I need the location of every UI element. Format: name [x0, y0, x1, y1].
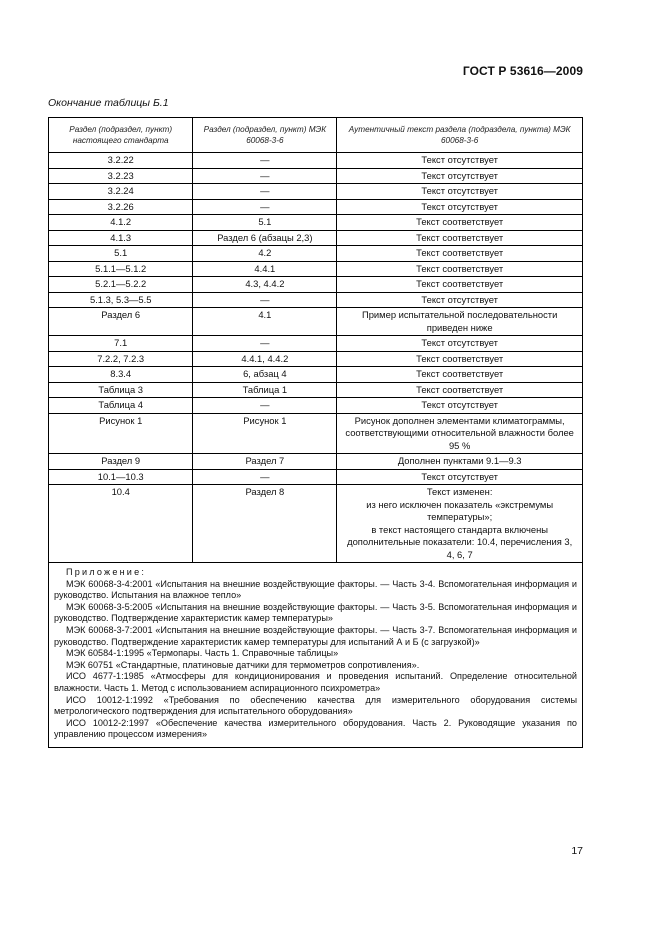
table-body: [49, 153, 582, 563]
standard-code: ГОСТ Р 53616—2009: [462, 64, 583, 78]
cell-authentic-text: Текст отсутствует: [337, 168, 582, 184]
cell-authentic-text: Пример испытательной последовательности приведен ниже: [337, 308, 582, 336]
cell-standard-section: 5.1: [49, 246, 193, 262]
cell-iec-section: 5.1: [193, 215, 337, 231]
appendix-line: ИСО 4677-1:1985 «Атмосферы для кондиционирования и проведения испытаний. Определение относительной влажности. Часть 1. Метод с использованием аспирационного психрометра»: [54, 671, 577, 693]
cell-iec-section: Рисунок 1: [193, 413, 337, 454]
cell-standard-section: 3.2.26: [49, 199, 193, 215]
cell-standard-section: 5.2.1—5.2.2: [49, 277, 193, 293]
cell-authentic-text: Рисунок дополнен элементами климатограммы, соответствующими относительной влажности более 95 %: [337, 413, 582, 454]
cell-standard-section: 7.1: [49, 336, 193, 352]
cell-authentic-text: Текст изменен: из него исключен показатель «экстремумы температуры»; в текст настоящего стандарта включены дополнительные показатели: 10.4, перечисления 3, 4, 6, 7: [337, 485, 582, 563]
cell-iec-section: 4.2: [193, 246, 337, 262]
cell-standard-section: 3.2.23: [49, 168, 193, 184]
appendix-list: [54, 579, 577, 741]
cell-iec-section: Раздел 7: [193, 454, 337, 470]
cell-standard-section: 10.4: [49, 485, 193, 563]
cell-iec-section: 4.4.1, 4.4.2: [193, 351, 337, 367]
cell-authentic-text: Текст соответствует: [337, 230, 582, 246]
cell-iec-section: —: [193, 469, 337, 485]
cell-standard-section: 5.1.1—5.1.2: [49, 261, 193, 277]
cell-standard-section: Раздел 6: [49, 308, 193, 336]
appendix-line: МЭК 60068-3-7:2001 «Испытания на внешние воздействующие факторы. — Часть 3-7. Вспомогательная информация и руководство. Подтверждение характеристик камер температуры для испытаний А и Б (с загрузкой)»: [54, 624, 577, 647]
cell-authentic-text: Текст отсутствует: [337, 336, 582, 352]
table-row: [49, 382, 582, 398]
cell-iec-section: 4.3, 4.4.2: [193, 277, 337, 293]
table-row: [49, 485, 582, 563]
appendix-line: ИСО 10012-2:1997 «Обеспечение качества измерительного оборудования. Часть 2. Руководящие указания по управлению процессом измерения»: [54, 717, 577, 740]
table-row: [49, 292, 582, 308]
cell-authentic-text: Текст соответствует: [337, 215, 582, 231]
table-row: [49, 215, 582, 231]
appendix-line: МЭК 60584-1:1995 «Термопары. Часть 1. Справочные таблицы»: [66, 648, 339, 659]
cell-iec-section: —: [193, 398, 337, 414]
cell-iec-section: —: [193, 168, 337, 184]
appendix-line: ИСО 10012-1:1992 «Требования по обеспечению качества для измерительного оборудования системы метрологического подтверждения для испытательного оборудования»: [54, 694, 577, 717]
cell-standard-section: Таблица 3: [49, 382, 193, 398]
comparison-table: [48, 117, 583, 748]
table-row: [49, 153, 582, 169]
cell-iec-section: 6, абзац 4: [193, 367, 337, 383]
cell-standard-section: 3.2.22: [107, 154, 134, 165]
cell-standard-section: 5.1.3, 5.3—5.5: [49, 292, 193, 308]
cell-standard-section: 10.1—10.3: [49, 469, 193, 485]
cell-iec-section: —: [193, 292, 337, 308]
cell-authentic-text: Текст отсутствует: [337, 153, 582, 169]
cell-authentic-text: Текст отсутствует: [337, 398, 582, 414]
table-row: [49, 246, 582, 262]
cell-authentic-text: Текст отсутствует: [337, 292, 582, 308]
table-row: [49, 230, 582, 246]
cell-authentic-text: Дополнен пунктами 9.1—9.3: [337, 454, 582, 470]
appendix-title: Приложение:: [66, 567, 147, 577]
cell-standard-section: 3.2.24: [49, 184, 193, 200]
cell-authentic-text: Текст отсутствует: [337, 199, 582, 215]
cell-authentic-text: Текст отсутствует: [337, 469, 582, 485]
cell-standard-section: Раздел 9: [49, 454, 193, 470]
table-row: [49, 168, 582, 184]
table-row: [49, 469, 582, 485]
cell-standard-section: 4.1.3: [49, 230, 193, 246]
table-row: [49, 184, 582, 200]
table-row: [49, 277, 582, 293]
column-header-authentic-text: Аутентичный текст раздела (подраздела, пункта) МЭК 60068-3-6: [337, 118, 582, 153]
column-header-iec-section: Раздел (подраздел, пункт) МЭК 60068-3-6: [193, 118, 337, 153]
cell-authentic-text: Текст соответствует: [337, 277, 582, 293]
table-header-row: [49, 118, 582, 153]
table-row: [49, 454, 582, 470]
table-row: [49, 398, 582, 414]
cell-authentic-text: Текст соответствует: [337, 261, 582, 277]
cell-authentic-text: Текст отсутствует: [337, 184, 582, 200]
cell-iec-section: Раздел 6 (абзацы 2,3): [193, 230, 337, 246]
table-row: [49, 336, 582, 352]
cell-iec-section: —: [193, 153, 337, 169]
cell-standard-section: Таблица 4: [49, 398, 193, 414]
cell-standard-section: 4.1.2: [49, 215, 193, 231]
cell-iec-section: 4.4.1: [193, 261, 337, 277]
cell-iec-section: —: [193, 336, 337, 352]
cell-authentic-text: Текст соответствует: [337, 382, 582, 398]
cell-iec-section: 4.1: [193, 308, 337, 336]
cell-iec-section: —: [193, 199, 337, 215]
appendix-note: [49, 562, 582, 747]
cell-standard-section: Рисунок 1: [49, 413, 193, 454]
page-number: 17: [571, 845, 583, 857]
table-row: [49, 261, 582, 277]
cell-standard-section: 7.2.2, 7.2.3: [49, 351, 193, 367]
cell-iec-section: Раздел 8: [193, 485, 337, 563]
column-header-standard-section: Раздел (подраздел, пункт) настоящего стандарта: [49, 118, 193, 153]
table-row: [49, 199, 582, 215]
appendix-line: МЭК 60068-3-5:2005 «Испытания на внешние воздействующие факторы. — Часть 3-5. Вспомогательная информация и руководство. Подтверждение характеристик камер температуры»: [54, 601, 577, 624]
cell-standard-section: 8.3.4: [49, 367, 193, 383]
appendix-line: МЭК 60751 «Стандартные, платиновые датчики для термометров сопротивления».: [66, 659, 420, 670]
cell-iec-section: —: [193, 184, 337, 200]
table-row: [49, 351, 582, 367]
table-row: [49, 308, 582, 336]
cell-authentic-text: Текст соответствует: [337, 367, 582, 383]
table-row: [49, 367, 582, 383]
table-caption: Окончание таблицы Б.1: [48, 97, 169, 109]
cell-iec-section: Таблица 1: [193, 382, 337, 398]
cell-authentic-text: Текст соответствует: [337, 246, 582, 262]
appendix-line: МЭК 60068-3-4:2001 «Испытания на внешние воздействующие факторы. — Часть 3-4. Вспомогательная информация и руководство. Испытания на влажное тепло»: [54, 578, 577, 601]
cell-authentic-text: Текст соответствует: [337, 351, 582, 367]
table-row: [49, 413, 582, 454]
